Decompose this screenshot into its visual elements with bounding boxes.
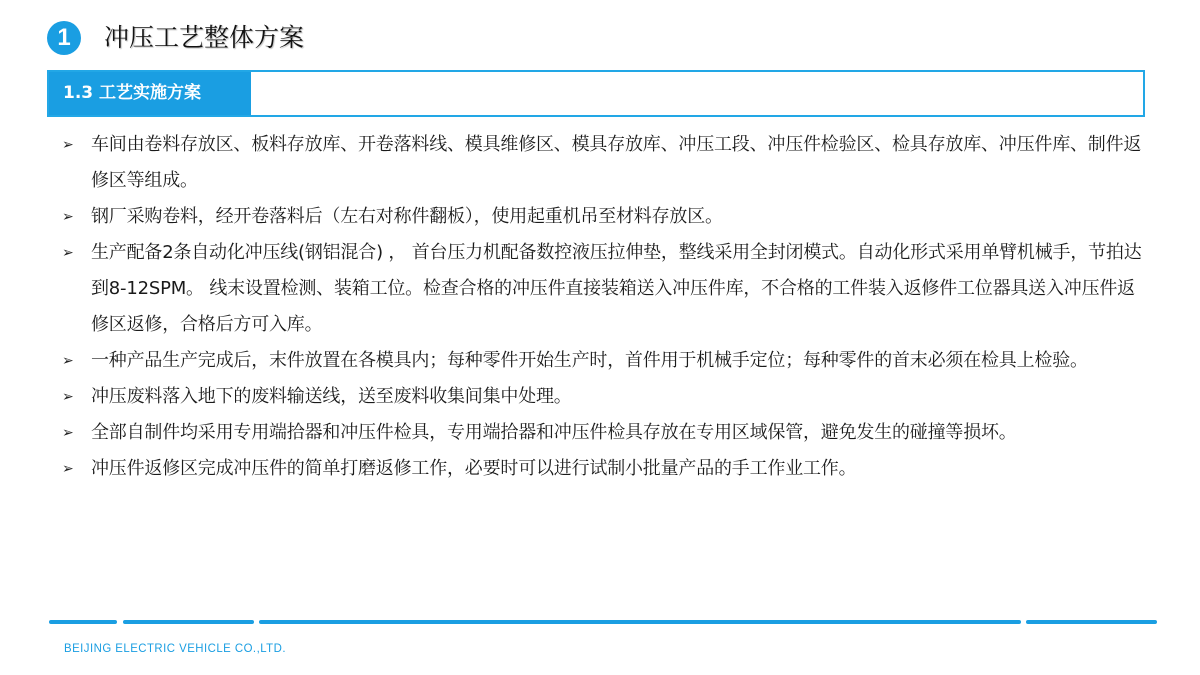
list-item [62, 415, 1142, 451]
arrow-bullet-icon: ➢ [62, 461, 74, 477]
list-item [62, 199, 1142, 235]
footer-divider-segment [49, 620, 117, 624]
company-footer-logo: BEIJING ELECTRIC VEHICLE CO.,LTD. [64, 641, 286, 655]
section-number-badge: 1 [47, 21, 81, 55]
footer-divider-segment [1026, 620, 1157, 624]
arrow-bullet-icon: ➢ [62, 353, 74, 369]
list-item [62, 127, 1142, 199]
list-item-text: 一种产品生产完成后，末件放置在各模具内；每种零件开始生产时，首件用于机械手定位；每种零件的首末必须在检具上检验。 [91, 350, 1088, 371]
list-item-text: 生产配备2条自动化冲压线(钢铝混合) ， 首台压力机配备数控液压拉伸垫，整线采用全封闭模式。自动化形式采用单臂机械手，节拍达到8-12SPM。 线末设置检测、装箱工位。检查合格的冲压件直接装箱送入冲压件库，不合格的工件装入返修件工位器具送入冲压件返修区返修，合格后方可入库。 [91, 242, 1142, 335]
footer-divider-segment [259, 620, 1021, 624]
footer-divider-segment [123, 620, 254, 624]
arrow-bullet-icon: ➢ [62, 209, 74, 225]
bullet-list [62, 127, 1142, 487]
list-item-text: 车间由卷料存放区、板料存放库、开卷落料线、模具维修区、模具存放库、冲压工段、冲压件检验区、检具存放库、冲压件库、制件返修区等组成。 [91, 134, 1142, 191]
arrow-bullet-icon: ➢ [62, 137, 74, 153]
section-label: 1.3 工艺实施方案 [49, 72, 251, 115]
list-item-text: 全部自制件均采用专用端拾器和冲压件检具，专用端拾器和冲压件检具存放在专用区域保管，避免发生的碰撞等损坏。 [91, 422, 1017, 443]
list-item-text: 冲压件返修区完成冲压件的简单打磨返修工作，必要时可以进行试制小批量产品的手工作业工作。 [91, 458, 857, 479]
arrow-bullet-icon: ➢ [62, 245, 74, 261]
list-item [62, 451, 1142, 487]
list-item-text: 冲压废料落入地下的废料输送线，送至废料收集间集中处理。 [91, 386, 572, 407]
list-item [62, 343, 1142, 379]
list-item [62, 379, 1142, 415]
list-item-text: 钢厂采购卷料，经开卷落料后（左右对称件翻板），使用起重机吊至材料存放区。 [91, 206, 723, 227]
arrow-bullet-icon: ➢ [62, 389, 74, 405]
arrow-bullet-icon: ➢ [62, 425, 74, 441]
page-title: 冲压工艺整体方案 [104, 23, 305, 52]
list-item [62, 235, 1142, 343]
section-header-bar [47, 70, 1145, 117]
